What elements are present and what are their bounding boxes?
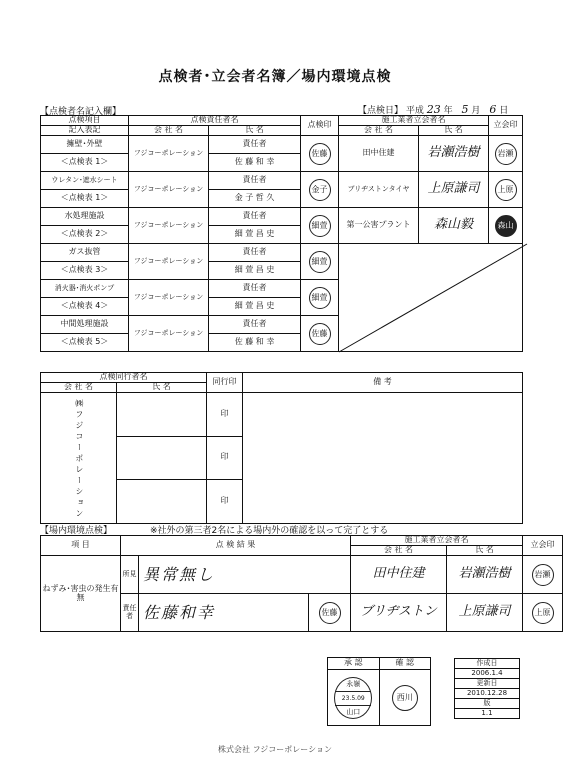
row-item: 中間処理施設 bbox=[41, 316, 129, 334]
row-company: フジコーポレーション bbox=[129, 172, 209, 208]
row-item: ウレタン･遮水シート bbox=[41, 172, 129, 190]
row-person: 佐 藤 和 幸 bbox=[209, 154, 301, 172]
env-shoken-value: 異常無し bbox=[139, 556, 351, 594]
seal-stamp: 岩瀬 bbox=[532, 564, 554, 586]
revision-table bbox=[454, 658, 520, 719]
header-item: 点検項目 bbox=[41, 116, 129, 126]
date-label: 【点検日】 bbox=[358, 106, 404, 116]
row-person: 細 萱 昌 史 bbox=[209, 226, 301, 244]
env-result-header: 点 検 結 果 bbox=[121, 536, 351, 556]
date-stamp-bottom: 山口 bbox=[346, 707, 361, 716]
row-responsible-label: 責任者 bbox=[209, 172, 301, 190]
header-company: 会 社 名 bbox=[129, 126, 209, 136]
companion-name-header: 氏 名 bbox=[117, 383, 207, 393]
section-inspector-label: 【点検者名記入欄】 bbox=[40, 107, 122, 117]
env-r2-seal-cell bbox=[523, 594, 563, 632]
row-c-seal-cell bbox=[489, 136, 523, 172]
companion-seal-1: 印 bbox=[207, 393, 243, 437]
footer-company: 株式会社 フジコーポレーション bbox=[218, 745, 332, 754]
row-person: 佐 藤 和 幸 bbox=[209, 334, 301, 352]
row-seal-cell bbox=[301, 172, 339, 208]
row-item: 擁壁･外壁 bbox=[41, 136, 129, 154]
row-sheet: ＜点検表 3＞ bbox=[41, 262, 129, 280]
env-shoken-label: 所見 bbox=[121, 556, 139, 594]
section-environment-label: 【場内環境点検】 bbox=[40, 526, 113, 536]
date-stamp-date: 23.5.09 bbox=[335, 691, 371, 706]
row-sheet: ＜点検表 5＞ bbox=[41, 334, 129, 352]
row-item: ガス抜管 bbox=[41, 244, 129, 262]
env-r2-company: ブリヂストン bbox=[351, 594, 447, 632]
row-c-name: 森山毅 bbox=[419, 208, 489, 244]
diagonal-strike-line bbox=[339, 244, 527, 352]
row-person: 金 子 哲 久 bbox=[209, 190, 301, 208]
seal-stamp: 佐藤 bbox=[309, 323, 331, 345]
env-r1-seal-cell bbox=[523, 556, 563, 594]
remarks-cell[interactable] bbox=[243, 393, 523, 524]
seal-stamp: 森山 bbox=[495, 215, 517, 237]
env-sekinin-value: 佐藤和幸 bbox=[139, 594, 309, 632]
seal-stamp: 細萱 bbox=[309, 215, 331, 237]
seal-stamp: 岩瀬 bbox=[495, 143, 517, 165]
row-sheet: ＜点検表 4＞ bbox=[41, 298, 129, 316]
date-year-unit: 年 bbox=[443, 106, 453, 116]
updated-value: 2010.12.28 bbox=[455, 689, 520, 699]
updated-label: 更新日 bbox=[455, 679, 520, 689]
seal-stamp: 佐藤 bbox=[309, 143, 331, 165]
seal-stamp: 上原 bbox=[532, 602, 554, 624]
companion-seal-2: 印 bbox=[207, 436, 243, 480]
header-c-name: 氏 名 bbox=[419, 126, 489, 136]
companion-name-3[interactable] bbox=[117, 480, 207, 524]
row-seal-cell bbox=[301, 280, 339, 316]
date-day-unit: 日 bbox=[499, 106, 509, 116]
date-month: 5 bbox=[461, 103, 469, 116]
header-record: 記入表記 bbox=[41, 126, 129, 136]
diagonal-blank-cell bbox=[339, 244, 523, 352]
row-company: フジコーポレーション bbox=[129, 208, 209, 244]
header-c-company: 会 社 名 bbox=[339, 126, 419, 136]
date-month-unit: 月 bbox=[471, 106, 481, 116]
row-item: 水処理施設 bbox=[41, 208, 129, 226]
row-responsible-label: 責任者 bbox=[209, 136, 301, 154]
companion-name-1[interactable] bbox=[117, 393, 207, 437]
row-c-name: 岩瀬浩樹 bbox=[419, 136, 489, 172]
row-seal-cell bbox=[301, 244, 339, 280]
version-value: 1.1 bbox=[455, 709, 520, 719]
row-sheet: ＜点検表 2＞ bbox=[41, 226, 129, 244]
env-seal-header: 立会印 bbox=[523, 536, 563, 556]
env-c-company-header: 会 社 名 bbox=[351, 546, 447, 556]
confirm-header: 確 認 bbox=[379, 658, 431, 670]
companion-company: ㈱フジコーポレーション bbox=[74, 399, 84, 520]
approval-table bbox=[327, 657, 431, 726]
seal-stamp: 細萱 bbox=[309, 287, 331, 309]
header-responsible: 点検責任者名 bbox=[129, 116, 301, 126]
row-company: フジコーポレーション bbox=[129, 244, 209, 280]
row-c-company: 第一公害プラント bbox=[339, 208, 419, 244]
created-value: 2006.1.4 bbox=[455, 669, 520, 679]
version-label: 版 bbox=[455, 699, 520, 709]
env-item: ねずみ･害虫の発生有無 bbox=[41, 556, 121, 632]
companion-company-cell bbox=[41, 393, 117, 524]
row-responsible-label: 責任者 bbox=[209, 208, 301, 226]
confirm-stamp-cell bbox=[379, 670, 431, 726]
header-contractor: 施工業者立会者名 bbox=[339, 116, 489, 126]
companion-header: 点検同行者名 bbox=[41, 373, 207, 383]
companion-name-2[interactable] bbox=[117, 436, 207, 480]
date-year: 23 bbox=[426, 103, 441, 116]
date-stamp bbox=[334, 677, 372, 719]
page-title: 点検者･立会者名簿／場内環境点検 bbox=[158, 69, 392, 85]
row-person: 細 萱 昌 史 bbox=[209, 262, 301, 280]
seal-stamp: 細萱 bbox=[309, 251, 331, 273]
seal-stamp: 佐藤 bbox=[319, 602, 341, 624]
section-environment-note: ※社外の第三者2名による場内外の確認を以って完了とする bbox=[150, 526, 389, 536]
seal-stamp: 西川 bbox=[392, 685, 418, 711]
companion-table bbox=[40, 372, 523, 524]
env-c-name-header: 氏 名 bbox=[447, 546, 523, 556]
approve-stamp-cell bbox=[328, 670, 380, 726]
env-r2-name: 上原謙司 bbox=[447, 594, 523, 632]
row-responsible-label: 責任者 bbox=[209, 244, 301, 262]
env-contractor-header: 施工業者立会者名 bbox=[351, 536, 523, 546]
env-sekinin-label: 責任者 bbox=[121, 594, 139, 632]
created-label: 作成日 bbox=[455, 659, 520, 669]
row-person: 細 萱 昌 史 bbox=[209, 298, 301, 316]
row-c-seal-cell bbox=[489, 172, 523, 208]
row-seal-cell bbox=[301, 208, 339, 244]
row-c-company: 田中住建 bbox=[339, 136, 419, 172]
env-sekinin-seal-cell bbox=[309, 594, 351, 632]
date-day: 6 bbox=[489, 103, 497, 116]
header-seal: 点検印 bbox=[301, 116, 339, 136]
row-responsible-label: 責任者 bbox=[209, 280, 301, 298]
row-company: フジコーポレーション bbox=[129, 280, 209, 316]
inspector-table bbox=[40, 115, 523, 352]
seal-stamp: 上原 bbox=[495, 179, 517, 201]
header-name: 氏 名 bbox=[209, 126, 301, 136]
header-contractor-seal: 立会印 bbox=[489, 116, 523, 136]
row-responsible-label: 責任者 bbox=[209, 316, 301, 334]
row-c-seal-cell bbox=[489, 208, 523, 244]
env-r1-company: 田中住建 bbox=[351, 556, 447, 594]
env-r1-name: 岩瀬浩樹 bbox=[447, 556, 523, 594]
row-item: 消火器･消火ポンプ bbox=[41, 280, 129, 298]
row-c-name: 上原謙司 bbox=[419, 172, 489, 208]
remarks-header: 備 考 bbox=[243, 373, 523, 393]
companion-seal-header: 同行印 bbox=[207, 373, 243, 393]
environment-table bbox=[40, 535, 563, 632]
row-seal-cell bbox=[301, 136, 339, 172]
companion-company-header: 会 社 名 bbox=[41, 383, 117, 393]
row-sheet: ＜点検表 1＞ bbox=[41, 154, 129, 172]
env-item-header: 項 目 bbox=[41, 536, 121, 556]
row-company: フジコーポレーション bbox=[129, 136, 209, 172]
row-sheet: ＜点検表 1＞ bbox=[41, 190, 129, 208]
row-seal-cell bbox=[301, 316, 339, 352]
companion-seal-3: 印 bbox=[207, 480, 243, 524]
seal-stamp: 金子 bbox=[309, 179, 331, 201]
date-stamp-top: 永嶺 bbox=[346, 679, 361, 688]
row-c-company: ブリヂストンタイヤ bbox=[339, 172, 419, 208]
approve-header: 承 認 bbox=[328, 658, 380, 670]
date-era: 平成 bbox=[405, 106, 424, 116]
row-company: フジコーポレーション bbox=[129, 316, 209, 352]
